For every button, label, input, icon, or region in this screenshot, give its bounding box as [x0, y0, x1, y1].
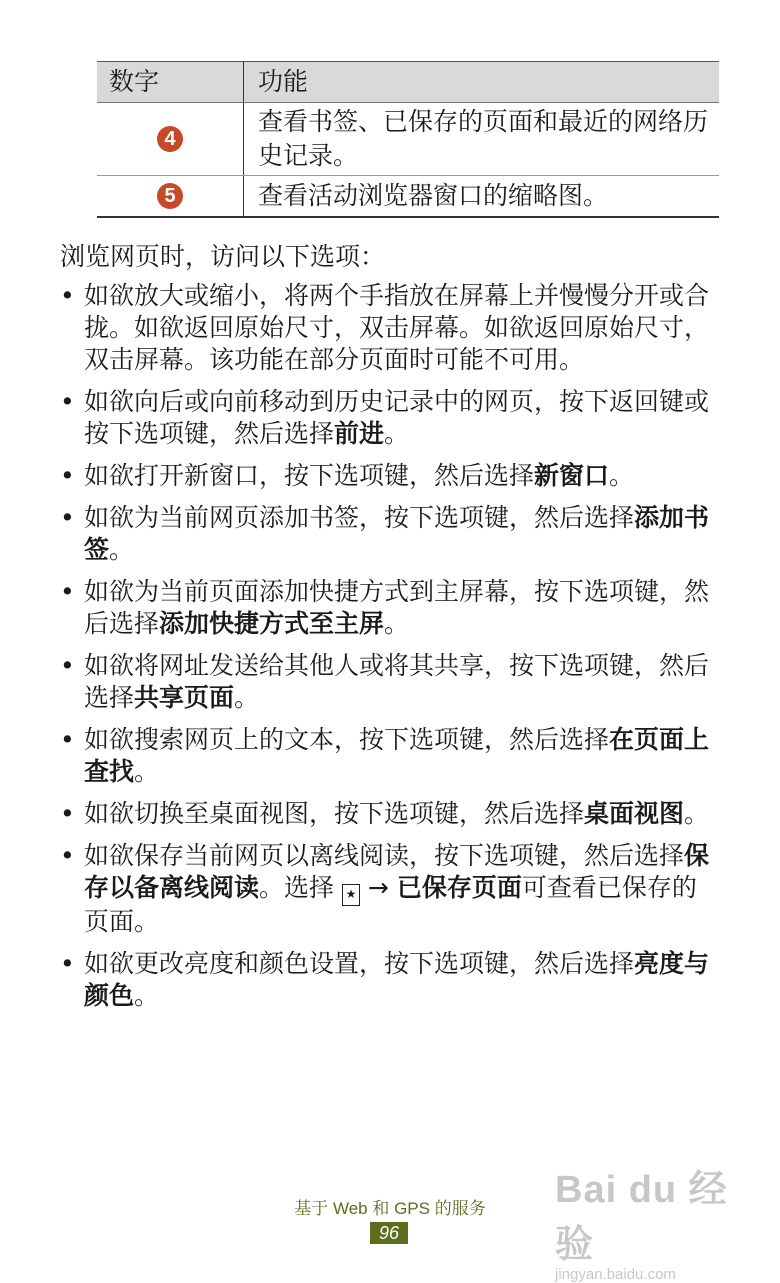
row-description: 查看活动浏览器窗口的缩略图。: [244, 176, 720, 218]
option-name: 共享页面: [134, 683, 235, 712]
list-item: • 如欲打开新窗口，按下选项键，然后选择新窗口。: [60, 460, 710, 492]
list-item: • 如欲放大或缩小，将两个手指放在屏幕上并慢慢分开或合拢。如欲返回原始尺寸，双击屏幕。如欲返回原始尺寸，双击屏幕。该功能在部分页面时可能不可用。: [60, 280, 710, 376]
number-badge: 4: [157, 126, 183, 152]
watermark-logo: Bai du 经验: [555, 1169, 728, 1266]
baidu-watermark: [555, 1158, 745, 1283]
list-item: • 如欲向后或向前移动到历史记录中的网页，按下返回键或按下选项键，然后选择前进。: [60, 386, 710, 450]
table-header-row: [97, 62, 719, 103]
footer-section-title: 基于 Web 和 GPS 的服务: [294, 1199, 486, 1218]
list-item: • 如欲更改亮度和颜色设置，按下选项键，然后选择亮度与颜色。: [60, 948, 710, 1012]
watermark-url: jingyan.baidu.com: [555, 1266, 676, 1283]
page-number: 96: [370, 1222, 408, 1244]
list-item: • 如欲为当前页面添加快捷方式到主屏幕，按下选项键，然后选择添加快捷方式至主屏。: [60, 576, 710, 640]
header-function: 功能: [244, 62, 720, 103]
option-name: 新窗口: [534, 461, 610, 490]
function-table: [97, 61, 719, 218]
header-number: 数字: [97, 62, 244, 103]
option-name: 前进: [334, 419, 385, 448]
list-item: • 如欲将网址发送给其他人或将其共享，按下选项键，然后选择共享页面。: [60, 650, 710, 714]
list-item: • 如欲保存当前网页以离线阅读，按下选项键，然后选择保存以备离线阅读。选择 ★ → 已保存页面可查看已保存的页面。: [60, 840, 710, 938]
row-description: 查看书签、已保存的页面和最近的网络历史记录。: [244, 103, 720, 176]
option-name: 添加书签: [84, 503, 710, 564]
bookmark-icon: ★: [342, 884, 360, 906]
option-name: 已保存页面: [396, 873, 522, 902]
number-badge: 5: [157, 183, 183, 209]
options-list: [60, 280, 710, 1022]
option-name: 桌面视图: [584, 799, 685, 828]
option-name: 在页面上查找: [84, 725, 710, 786]
option-name: 保存以备离线阅读: [84, 841, 710, 902]
list-item: • 如欲切换至桌面视图，按下选项键，然后选择桌面视图。: [60, 798, 710, 830]
list-item: • 如欲搜索网页上的文本，按下选项键，然后选择在页面上查找。: [60, 724, 710, 788]
table-row: [97, 176, 719, 218]
table-row: [97, 103, 719, 176]
option-name: 添加快捷方式至主屏: [159, 609, 385, 638]
intro-text: 浏览网页时，访问以下选项：: [60, 242, 386, 271]
option-name: 亮度与颜色: [84, 949, 710, 1010]
list-item: • 如欲为当前网页添加书签，按下选项键，然后选择添加书签。: [60, 502, 710, 566]
